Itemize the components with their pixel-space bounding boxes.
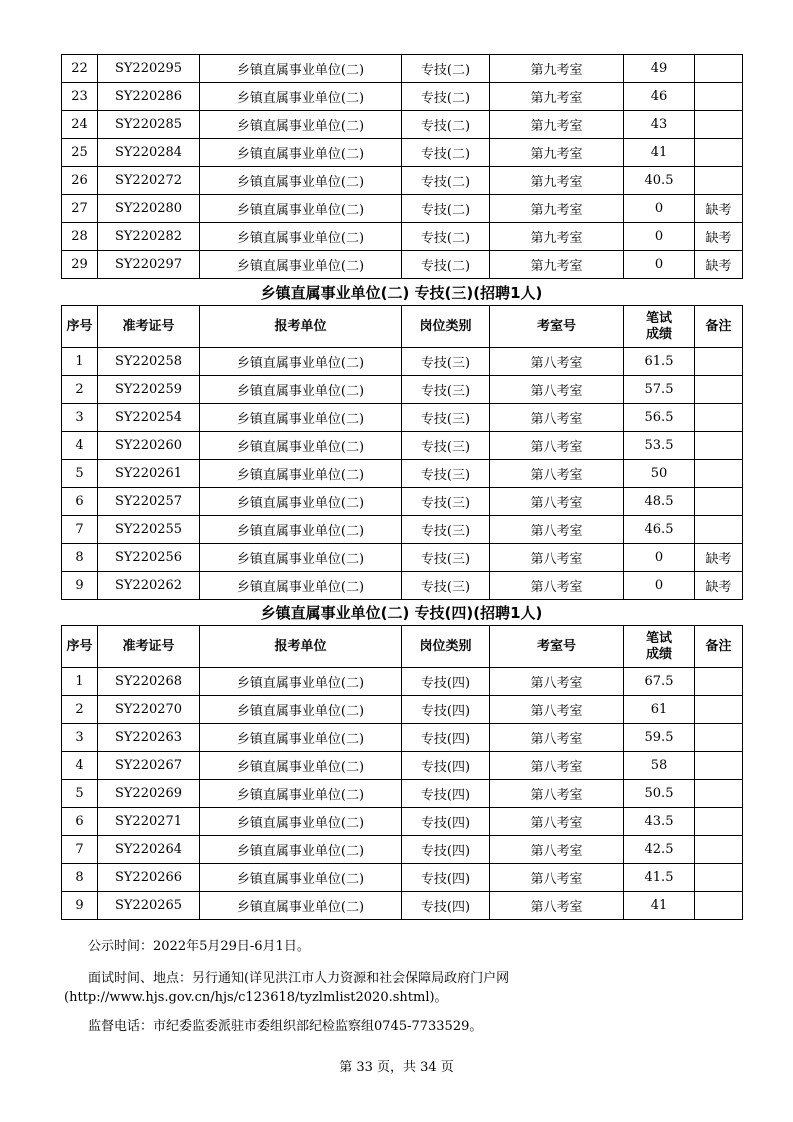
unit-cell: 乡镇直属事业单位(二) <box>200 111 402 139</box>
exam-room-cell: 第八考室 <box>490 724 624 752</box>
remark-header: 备注 <box>695 306 743 348</box>
seq-cell: 24 <box>62 111 98 139</box>
seq-cell: 6 <box>62 488 98 516</box>
seq-cell: 26 <box>62 167 98 195</box>
ticket-number-cell: SY220270 <box>98 696 200 724</box>
table-body <box>62 668 743 920</box>
seq-cell: 6 <box>62 808 98 836</box>
ticket-number-cell: SY220265 <box>98 892 200 920</box>
seq-header: 序号 <box>62 626 98 668</box>
remark-cell <box>695 488 743 516</box>
ticket-number-cell: SY220261 <box>98 460 200 488</box>
post-category-cell: 专技(四) <box>402 668 490 696</box>
seq-cell: 5 <box>62 460 98 488</box>
score-cell: 56.5 <box>624 404 695 432</box>
score-cell: 49 <box>624 55 695 83</box>
seq-cell: 3 <box>62 404 98 432</box>
score-cell: 46 <box>624 83 695 111</box>
exam-room-header: 考室号 <box>490 306 624 348</box>
page-footer: 第 33 页，共 34 页 <box>339 1060 454 1075</box>
seq-cell: 8 <box>62 544 98 572</box>
exam-room-cell: 第九考室 <box>490 83 624 111</box>
table-row <box>62 55 743 83</box>
post-category-cell: 专技(三) <box>402 376 490 404</box>
score-cell: 0 <box>624 251 695 279</box>
post-category-cell: 专技(三) <box>402 516 490 544</box>
post-category-cell: 专技(二) <box>402 251 490 279</box>
post-category-cell: 专技(四) <box>402 724 490 752</box>
table-row <box>62 516 743 544</box>
score-cell: 50 <box>624 460 695 488</box>
results-table-zhuanji-4 <box>61 625 743 920</box>
table-row <box>62 724 743 752</box>
remark-cell <box>695 752 743 780</box>
unit-header: 报考单位 <box>200 626 402 668</box>
unit-cell: 乡镇直属事业单位(二) <box>200 195 402 223</box>
seq-cell: 1 <box>62 668 98 696</box>
ticket-number-cell: SY220286 <box>98 83 200 111</box>
table-body <box>62 348 743 600</box>
post-category-cell: 专技(二) <box>402 139 490 167</box>
remark-cell <box>695 111 743 139</box>
post-category-cell: 专技(三) <box>402 404 490 432</box>
post-category-cell: 专技(三) <box>402 572 490 600</box>
score-cell: 0 <box>624 223 695 251</box>
remark-cell <box>695 836 743 864</box>
unit-cell: 乡镇直属事业单位(二) <box>200 139 402 167</box>
post-category-cell: 专技(三) <box>402 348 490 376</box>
exam-room-cell: 第八考室 <box>490 808 624 836</box>
remark-cell <box>695 404 743 432</box>
remark-cell <box>695 55 743 83</box>
unit-cell: 乡镇直属事业单位(二) <box>200 668 402 696</box>
exam-room-cell: 第八考室 <box>490 348 624 376</box>
ticket-number-cell: SY220295 <box>98 55 200 83</box>
table-row <box>62 892 743 920</box>
seq-cell: 23 <box>62 83 98 111</box>
ticket-number-cell: SY220271 <box>98 808 200 836</box>
ticket-number-cell: SY220282 <box>98 223 200 251</box>
score-cell: 42.5 <box>624 836 695 864</box>
score-header: 笔试 成绩 <box>624 306 695 348</box>
seq-cell: 27 <box>62 195 98 223</box>
ticket-number-cell: SY220256 <box>98 544 200 572</box>
score-cell: 61.5 <box>624 348 695 376</box>
table-row <box>62 752 743 780</box>
ticket-number-cell: SY220284 <box>98 139 200 167</box>
post-category-cell: 专技(二) <box>402 111 490 139</box>
unit-cell: 乡镇直属事业单位(二) <box>200 780 402 808</box>
seq-cell: 5 <box>62 780 98 808</box>
remark-cell <box>695 167 743 195</box>
unit-cell: 乡镇直属事业单位(二) <box>200 404 402 432</box>
exam-room-header: 考室号 <box>490 626 624 668</box>
seq-cell: 4 <box>62 752 98 780</box>
score-cell: 58 <box>624 752 695 780</box>
unit-header: 报考单位 <box>200 306 402 348</box>
table-row <box>62 167 743 195</box>
table-row <box>62 348 743 376</box>
remark-cell <box>695 432 743 460</box>
remark-cell: 缺考 <box>695 195 743 223</box>
publicity-period-note: 公示时间：2022年5月29日-6月1日。 <box>88 939 310 954</box>
post-category-cell: 专技(二) <box>402 195 490 223</box>
table-header <box>62 626 743 668</box>
score-cell: 0 <box>624 572 695 600</box>
score-cell: 0 <box>624 195 695 223</box>
remark-cell <box>695 892 743 920</box>
exam-room-cell: 第八考室 <box>490 488 624 516</box>
seq-cell: 1 <box>62 348 98 376</box>
post-category-cell: 专技(二) <box>402 55 490 83</box>
ticket-number-cell: SY220255 <box>98 516 200 544</box>
remark-cell: 缺考 <box>695 251 743 279</box>
score-cell: 41.5 <box>624 864 695 892</box>
ticket-number-cell: SY220260 <box>98 432 200 460</box>
table-row <box>62 83 743 111</box>
unit-cell: 乡镇直属事业单位(二) <box>200 223 402 251</box>
score-cell: 41 <box>624 892 695 920</box>
ticket-number-cell: SY220257 <box>98 488 200 516</box>
table-row <box>62 544 743 572</box>
exam-room-cell: 第八考室 <box>490 836 624 864</box>
remark-cell <box>695 139 743 167</box>
table-body <box>62 55 743 279</box>
exam-room-cell: 第八考室 <box>490 544 624 572</box>
unit-cell: 乡镇直属事业单位(二) <box>200 696 402 724</box>
post-category-cell: 专技(四) <box>402 752 490 780</box>
remark-cell: 缺考 <box>695 544 743 572</box>
table-header <box>62 306 743 348</box>
table-row <box>62 488 743 516</box>
table-row <box>62 223 743 251</box>
seq-cell: 7 <box>62 836 98 864</box>
exam-room-cell: 第九考室 <box>490 251 624 279</box>
post-category-cell: 专技(三) <box>402 488 490 516</box>
header-row <box>62 626 743 668</box>
score-cell: 57.5 <box>624 376 695 404</box>
exam-room-cell: 第九考室 <box>490 223 624 251</box>
seq-cell: 8 <box>62 864 98 892</box>
table-row <box>62 668 743 696</box>
table-row <box>62 432 743 460</box>
score-cell: 50.5 <box>624 780 695 808</box>
post-category-cell: 专技(三) <box>402 544 490 572</box>
score-cell: 53.5 <box>624 432 695 460</box>
remark-cell <box>695 376 743 404</box>
exam-room-cell: 第八考室 <box>490 376 624 404</box>
remark-cell: 缺考 <box>695 572 743 600</box>
remark-cell: 缺考 <box>695 223 743 251</box>
unit-cell: 乡镇直属事业单位(二) <box>200 724 402 752</box>
post-category-header: 岗位类别 <box>402 306 490 348</box>
score-cell: 40.5 <box>624 167 695 195</box>
unit-cell: 乡镇直属事业单位(二) <box>200 516 402 544</box>
exam-room-cell: 第八考室 <box>490 752 624 780</box>
results-table-zhuanji-3 <box>61 305 743 600</box>
table-row <box>62 111 743 139</box>
unit-cell: 乡镇直属事业单位(二) <box>200 167 402 195</box>
table-row <box>62 696 743 724</box>
unit-cell: 乡镇直属事业单位(二) <box>200 348 402 376</box>
interview-note-line1: 面试时间、地点：另行通知(详见洪江市人力资源和社会保障局政府门户网 <box>88 971 510 986</box>
ticket-number-cell: SY220267 <box>98 752 200 780</box>
seq-cell: 22 <box>62 55 98 83</box>
score-cell: 46.5 <box>624 516 695 544</box>
table-row <box>62 195 743 223</box>
seq-cell: 2 <box>62 696 98 724</box>
ticket-number-cell: SY220263 <box>98 724 200 752</box>
ticket-number-cell: SY220268 <box>98 668 200 696</box>
exam-room-cell: 第八考室 <box>490 404 624 432</box>
table-row <box>62 780 743 808</box>
unit-cell: 乡镇直属事业单位(二) <box>200 892 402 920</box>
table-row <box>62 139 743 167</box>
score-cell: 43 <box>624 111 695 139</box>
post-category-cell: 专技(四) <box>402 780 490 808</box>
results-table-continued <box>61 54 743 279</box>
header-row <box>62 306 743 348</box>
seq-cell: 7 <box>62 516 98 544</box>
table-row <box>62 376 743 404</box>
exam-room-cell: 第九考室 <box>490 111 624 139</box>
exam-room-cell: 第八考室 <box>490 460 624 488</box>
exam-room-cell: 第八考室 <box>490 572 624 600</box>
exam-room-cell: 第八考室 <box>490 780 624 808</box>
table-row <box>62 572 743 600</box>
remark-cell <box>695 460 743 488</box>
post-category-header: 岗位类别 <box>402 626 490 668</box>
table-row <box>62 864 743 892</box>
ticket-number-cell: SY220254 <box>98 404 200 432</box>
exam-room-cell: 第九考室 <box>490 139 624 167</box>
table-row <box>62 251 743 279</box>
table-row <box>62 404 743 432</box>
unit-cell: 乡镇直属事业单位(二) <box>200 544 402 572</box>
unit-cell: 乡镇直属事业单位(二) <box>200 864 402 892</box>
seq-cell: 9 <box>62 892 98 920</box>
post-category-cell: 专技(二) <box>402 167 490 195</box>
supervision-phone-note: 监督电话：市纪委监委派驻市委组织部纪检监察组0745-7733529。 <box>88 1019 483 1034</box>
unit-cell: 乡镇直属事业单位(二) <box>200 808 402 836</box>
ticket-number-cell: SY220272 <box>98 167 200 195</box>
remark-cell <box>695 516 743 544</box>
score-cell: 61 <box>624 696 695 724</box>
unit-cell: 乡镇直属事业单位(二) <box>200 572 402 600</box>
table-row <box>62 808 743 836</box>
seq-cell: 4 <box>62 432 98 460</box>
remark-cell <box>695 724 743 752</box>
unit-cell: 乡镇直属事业单位(二) <box>200 488 402 516</box>
table-row <box>62 836 743 864</box>
remark-cell <box>695 668 743 696</box>
seq-cell: 2 <box>62 376 98 404</box>
unit-cell: 乡镇直属事业单位(二) <box>200 836 402 864</box>
ticket-number-cell: SY220297 <box>98 251 200 279</box>
score-cell: 59.5 <box>624 724 695 752</box>
post-category-cell: 专技(四) <box>402 864 490 892</box>
post-category-cell: 专技(三) <box>402 460 490 488</box>
seq-cell: 29 <box>62 251 98 279</box>
remark-cell <box>695 780 743 808</box>
post-category-cell: 专技(四) <box>402 892 490 920</box>
remark-cell <box>695 808 743 836</box>
post-category-cell: 专技(二) <box>402 83 490 111</box>
unit-cell: 乡镇直属事业单位(二) <box>200 55 402 83</box>
remark-cell <box>695 83 743 111</box>
table-row <box>62 460 743 488</box>
unit-cell: 乡镇直属事业单位(二) <box>200 376 402 404</box>
exam-room-cell: 第八考室 <box>490 668 624 696</box>
ticket-number-cell: SY220258 <box>98 348 200 376</box>
post-category-cell: 专技(四) <box>402 696 490 724</box>
exam-room-cell: 第八考室 <box>490 432 624 460</box>
post-category-cell: 专技(四) <box>402 836 490 864</box>
ticket-number-header: 准考证号 <box>98 306 200 348</box>
score-header: 笔试 成绩 <box>624 626 695 668</box>
post-category-cell: 专技(四) <box>402 808 490 836</box>
section-title-zhuanji-3: 乡镇直属事业单位(二) 专技(三)(招聘1人) <box>260 284 543 302</box>
exam-room-cell: 第八考室 <box>490 892 624 920</box>
ticket-number-cell: SY220259 <box>98 376 200 404</box>
ticket-number-cell: SY220285 <box>98 111 200 139</box>
exam-room-cell: 第八考室 <box>490 516 624 544</box>
exam-room-cell: 第八考室 <box>490 864 624 892</box>
unit-cell: 乡镇直属事业单位(二) <box>200 251 402 279</box>
ticket-number-cell: SY220264 <box>98 836 200 864</box>
score-cell: 41 <box>624 139 695 167</box>
unit-cell: 乡镇直属事业单位(二) <box>200 83 402 111</box>
score-cell: 67.5 <box>624 668 695 696</box>
seq-cell: 9 <box>62 572 98 600</box>
ticket-number-header: 准考证号 <box>98 626 200 668</box>
unit-cell: 乡镇直属事业单位(二) <box>200 460 402 488</box>
ticket-number-cell: SY220262 <box>98 572 200 600</box>
post-category-cell: 专技(三) <box>402 432 490 460</box>
seq-header: 序号 <box>62 306 98 348</box>
score-cell: 48.5 <box>624 488 695 516</box>
remark-cell <box>695 864 743 892</box>
score-cell: 43.5 <box>624 808 695 836</box>
unit-cell: 乡镇直属事业单位(二) <box>200 432 402 460</box>
remark-header: 备注 <box>695 626 743 668</box>
seq-cell: 25 <box>62 139 98 167</box>
remark-cell <box>695 348 743 376</box>
score-cell: 0 <box>624 544 695 572</box>
unit-cell: 乡镇直属事业单位(二) <box>200 752 402 780</box>
ticket-number-cell: SY220266 <box>98 864 200 892</box>
seq-cell: 28 <box>62 223 98 251</box>
post-category-cell: 专技(二) <box>402 223 490 251</box>
exam-room-cell: 第九考室 <box>490 55 624 83</box>
remark-cell <box>695 696 743 724</box>
exam-room-cell: 第九考室 <box>490 167 624 195</box>
seq-cell: 3 <box>62 724 98 752</box>
ticket-number-cell: SY220280 <box>98 195 200 223</box>
section-title-zhuanji-4: 乡镇直属事业单位(二) 专技(四)(招聘1人) <box>260 604 543 622</box>
interview-note-line2: (http://www.hjs.gov.cn/hjs/c123618/tyzlmlist2020.shtml)。 <box>64 990 448 1005</box>
exam-room-cell: 第九考室 <box>490 195 624 223</box>
ticket-number-cell: SY220269 <box>98 780 200 808</box>
exam-room-cell: 第八考室 <box>490 696 624 724</box>
